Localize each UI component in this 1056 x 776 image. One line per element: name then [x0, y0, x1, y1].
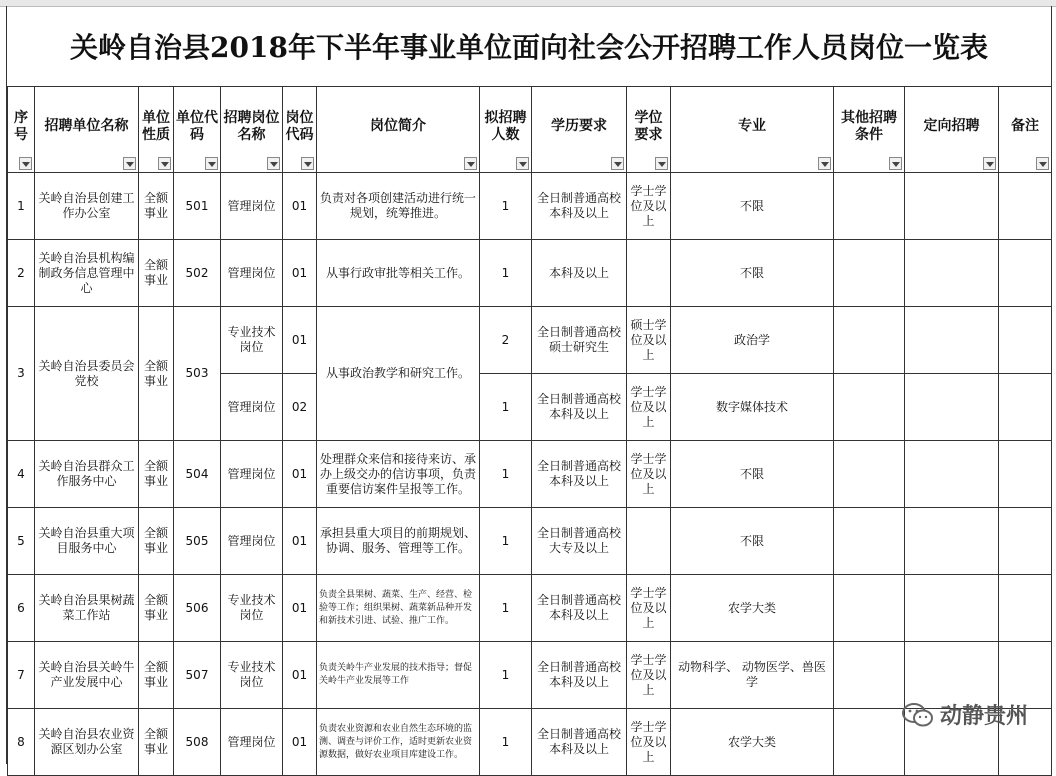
- cell-code[interactable]: 507: [174, 642, 221, 709]
- table-row: [8, 441, 1052, 508]
- filter-dropdown-icon[interactable]: [516, 157, 529, 170]
- filter-dropdown-icon[interactable]: [818, 157, 831, 170]
- cell-unit[interactable]: 关岭自治县农业资源区划办公室: [35, 709, 139, 776]
- cell-num[interactable]: 1: [480, 441, 532, 508]
- cell-desc[interactable]: 从事行政审批等相关工作。: [317, 240, 480, 307]
- filter-dropdown-icon[interactable]: [655, 157, 668, 170]
- table-row: [8, 642, 1052, 709]
- cell-unit[interactable]: 关岭自治县重大项目服务中心: [35, 508, 139, 575]
- cell-degree[interactable]: 学士学位及以上: [627, 441, 671, 508]
- filter-dropdown-icon[interactable]: [889, 157, 902, 170]
- watermark-text: 动静贵州: [939, 704, 1028, 729]
- cell-major[interactable]: 数字媒体技术: [671, 374, 834, 441]
- cell-no[interactable]: 6: [8, 575, 35, 642]
- header-nature[interactable]: 单位性质: [139, 87, 174, 173]
- filter-dropdown-icon[interactable]: [158, 157, 171, 170]
- cell-unit[interactable]: 关岭自治县关岭牛产业发展中心: [35, 642, 139, 709]
- cell-other[interactable]: [834, 709, 905, 776]
- cell-unit[interactable]: 关岭自治县机构编制政务信息管理中心: [35, 240, 139, 307]
- cell-desc[interactable]: 从事政治教学和研究工作。: [317, 307, 480, 441]
- header-desc[interactable]: 岗位简介: [317, 87, 480, 173]
- table-row: [8, 508, 1052, 575]
- cell-no[interactable]: 8: [8, 709, 35, 776]
- cell-other[interactable]: [834, 441, 905, 508]
- cell-post-code[interactable]: 01: [283, 508, 317, 575]
- header-unit[interactable]: 招聘单位名称: [35, 87, 139, 173]
- cell-other[interactable]: [834, 508, 905, 575]
- cell-post[interactable]: 管理岗位: [221, 240, 283, 307]
- cell-edu[interactable]: 全日制普通高校本科及以上: [532, 173, 627, 240]
- cell-unit[interactable]: 关岭自治县创建工作办公室: [35, 173, 139, 240]
- spreadsheet-sheet: [6, 6, 1052, 764]
- filter-dropdown-icon[interactable]: [19, 157, 32, 170]
- cell-num[interactable]: 1: [480, 642, 532, 709]
- cell-remarks[interactable]: [999, 374, 1052, 441]
- watermark: [902, 699, 1028, 730]
- cell-desc[interactable]: 负责对各项创建活动进行统一规划，统筹推进。: [317, 173, 480, 240]
- cell-post[interactable]: 管理岗位: [221, 374, 283, 441]
- cell-post-code[interactable]: 01: [283, 709, 317, 776]
- header-code[interactable]: 单位代码: [174, 87, 221, 173]
- cell-nature[interactable]: 全额事业: [139, 642, 174, 709]
- header-remarks[interactable]: 备注: [999, 87, 1052, 173]
- table-row: [8, 240, 1052, 307]
- cell-degree[interactable]: 学士学位及以上: [627, 173, 671, 240]
- cell-code[interactable]: 505: [174, 508, 221, 575]
- table-row: [8, 173, 1052, 240]
- cell-directed[interactable]: [905, 575, 999, 642]
- cell-post[interactable]: 管理岗位: [221, 173, 283, 240]
- cell-no[interactable]: 5: [8, 508, 35, 575]
- cell-unit[interactable]: 关岭自治县委员会党校: [35, 307, 139, 441]
- cell-code[interactable]: 503: [174, 307, 221, 441]
- cell-num[interactable]: 2: [480, 307, 532, 374]
- cell-nature[interactable]: 全额事业: [139, 709, 174, 776]
- cell-edu[interactable]: 全日制普通高校大专及以上: [532, 508, 627, 575]
- cell-num[interactable]: 1: [480, 374, 532, 441]
- cell-post-code[interactable]: 01: [283, 173, 317, 240]
- cell-desc[interactable]: 负责关岭牛产业发展的技术指导；督促关岭牛产业发展等工作: [317, 642, 480, 709]
- header-num[interactable]: 拟招聘人数: [480, 87, 532, 173]
- cell-post-code[interactable]: 02: [283, 374, 317, 441]
- cell-major[interactable]: 政治学: [671, 307, 834, 374]
- cell-directed[interactable]: [905, 374, 999, 441]
- filter-dropdown-icon[interactable]: [267, 157, 280, 170]
- cell-edu[interactable]: 全日制普通高校本科及以上: [532, 575, 627, 642]
- cell-edu[interactable]: 全日制普通高校硕士研究生: [532, 307, 627, 374]
- cell-no[interactable]: 1: [8, 173, 35, 240]
- cell-unit[interactable]: 关岭自治县群众工作服务中心: [35, 441, 139, 508]
- cell-num[interactable]: 1: [480, 508, 532, 575]
- cell-nature[interactable]: 全额事业: [139, 307, 174, 441]
- wechat-icon: [902, 702, 934, 728]
- cell-code[interactable]: 504: [174, 441, 221, 508]
- filter-dropdown-icon[interactable]: [205, 157, 218, 170]
- cell-desc[interactable]: 处理群众来信和接待来访、承办上级交办的信访事项，负责重要信访案件呈报等工作。: [317, 441, 480, 508]
- cell-directed[interactable]: [905, 240, 999, 307]
- cell-nature[interactable]: 全额事业: [139, 173, 174, 240]
- cell-post-code[interactable]: 01: [283, 575, 317, 642]
- cell-unit[interactable]: 关岭自治县果树蔬菜工作站: [35, 575, 139, 642]
- header-post-code[interactable]: 岗位代码: [283, 87, 317, 173]
- cell-other[interactable]: [834, 374, 905, 441]
- cell-remarks[interactable]: [999, 173, 1052, 240]
- cell-directed[interactable]: [905, 173, 999, 240]
- cell-degree[interactable]: 学士学位及以上: [627, 575, 671, 642]
- filter-dropdown-icon[interactable]: [464, 157, 477, 170]
- cell-degree[interactable]: [627, 508, 671, 575]
- cell-other[interactable]: [834, 173, 905, 240]
- cell-major[interactable]: 不限: [671, 441, 834, 508]
- cell-edu[interactable]: 本科及以上: [532, 240, 627, 307]
- header-major[interactable]: 专业: [671, 87, 834, 173]
- cell-post-code[interactable]: 01: [283, 240, 317, 307]
- cell-other[interactable]: [834, 575, 905, 642]
- cell-no[interactable]: 7: [8, 642, 35, 709]
- cell-no[interactable]: 3: [8, 307, 35, 441]
- cell-num[interactable]: 1: [480, 575, 532, 642]
- header-other[interactable]: 其他招聘条件: [834, 87, 905, 173]
- filter-dropdown-icon[interactable]: [123, 157, 136, 170]
- header-post[interactable]: 招聘岗位名称: [221, 87, 283, 173]
- cell-directed[interactable]: [905, 441, 999, 508]
- cell-remarks[interactable]: [999, 307, 1052, 374]
- cell-degree[interactable]: 学士学位及以上: [627, 709, 671, 776]
- cell-nature[interactable]: 全额事业: [139, 441, 174, 508]
- cell-degree[interactable]: 学士学位及以上: [627, 642, 671, 709]
- header-no[interactable]: 序号: [8, 87, 35, 173]
- cell-major[interactable]: 动物科学、 动物医学、兽医学: [671, 642, 834, 709]
- cell-post[interactable]: 管理岗位: [221, 441, 283, 508]
- table-row: [8, 709, 1052, 776]
- cell-directed[interactable]: [905, 508, 999, 575]
- cell-edu[interactable]: 全日制普通高校本科及以上: [532, 374, 627, 441]
- cell-code[interactable]: 502: [174, 240, 221, 307]
- header-row: [8, 87, 1052, 173]
- cell-desc[interactable]: 负责全县果树、蔬菜、生产、经营、检验等工作；组织果树、蔬菜新品种开发和新技术引进、试验、推广工作。: [317, 575, 480, 642]
- cell-nature[interactable]: 全额事业: [139, 508, 174, 575]
- cell-post-code[interactable]: 01: [283, 307, 317, 374]
- cell-remarks[interactable]: [999, 508, 1052, 575]
- cell-code[interactable]: 506: [174, 575, 221, 642]
- cell-desc[interactable]: 负责农业资源和农业自然生态环境的监测、调查与评价工作，适时更新农业资源数据，做好农业项目库建设工作。: [317, 709, 480, 776]
- page-title: 关岭自治县2018年下半年事业单位面向社会公开招聘工作人员岗位一览表: [7, 6, 1051, 87]
- header-edu[interactable]: 学历要求: [532, 87, 627, 173]
- cell-post-code[interactable]: 01: [283, 441, 317, 508]
- header-degree[interactable]: 学位要求: [627, 87, 671, 173]
- cell-directed[interactable]: [905, 307, 999, 374]
- filter-dropdown-icon[interactable]: [611, 157, 624, 170]
- cell-nature[interactable]: 全额事业: [139, 575, 174, 642]
- cell-post[interactable]: 管理岗位: [221, 709, 283, 776]
- cell-degree[interactable]: [627, 240, 671, 307]
- cell-remarks[interactable]: [999, 240, 1052, 307]
- cell-edu[interactable]: 全日制普通高校本科及以上: [532, 441, 627, 508]
- cell-major[interactable]: 不限: [671, 173, 834, 240]
- filter-dropdown-icon[interactable]: [983, 157, 996, 170]
- cell-post[interactable]: 管理岗位: [221, 508, 283, 575]
- cell-major[interactable]: 不限: [671, 240, 834, 307]
- cell-post[interactable]: 专业技术岗位: [221, 307, 283, 374]
- cell-desc[interactable]: 承担县重大项目的前期规划、协调、服务、管理等工作。: [317, 508, 480, 575]
- filter-dropdown-icon[interactable]: [301, 157, 314, 170]
- cell-post[interactable]: 专业技术岗位: [221, 642, 283, 709]
- header-directed[interactable]: 定向招聘: [905, 87, 999, 173]
- table-row: [8, 307, 1052, 374]
- positions-table: [7, 86, 1052, 776]
- cell-major[interactable]: 不限: [671, 508, 834, 575]
- cell-other[interactable]: [834, 240, 905, 307]
- cell-code[interactable]: 508: [174, 709, 221, 776]
- cell-edu[interactable]: 全日制普通高校本科及以上: [532, 642, 627, 709]
- cell-nature[interactable]: 全额事业: [139, 240, 174, 307]
- cell-post[interactable]: 专业技术岗位: [221, 575, 283, 642]
- cell-major[interactable]: 农学大类: [671, 575, 834, 642]
- cell-remarks[interactable]: [999, 575, 1052, 642]
- cell-remarks[interactable]: [999, 441, 1052, 508]
- cell-other[interactable]: [834, 307, 905, 374]
- cell-other[interactable]: [834, 642, 905, 709]
- filter-dropdown-icon[interactable]: [1036, 157, 1049, 170]
- cell-no[interactable]: 4: [8, 441, 35, 508]
- cell-edu[interactable]: 全日制普通高校本科及以上: [532, 709, 627, 776]
- cell-code[interactable]: 501: [174, 173, 221, 240]
- cell-degree[interactable]: 学士学位及以上: [627, 374, 671, 441]
- cell-num[interactable]: 1: [480, 240, 532, 307]
- cell-major[interactable]: 农学大类: [671, 709, 834, 776]
- cell-degree[interactable]: 硕士学位及以上: [627, 307, 671, 374]
- cell-no[interactable]: 2: [8, 240, 35, 307]
- cell-num[interactable]: 1: [480, 709, 532, 776]
- cell-post-code[interactable]: 01: [283, 642, 317, 709]
- cell-num[interactable]: 1: [480, 173, 532, 240]
- table-row: [8, 575, 1052, 642]
